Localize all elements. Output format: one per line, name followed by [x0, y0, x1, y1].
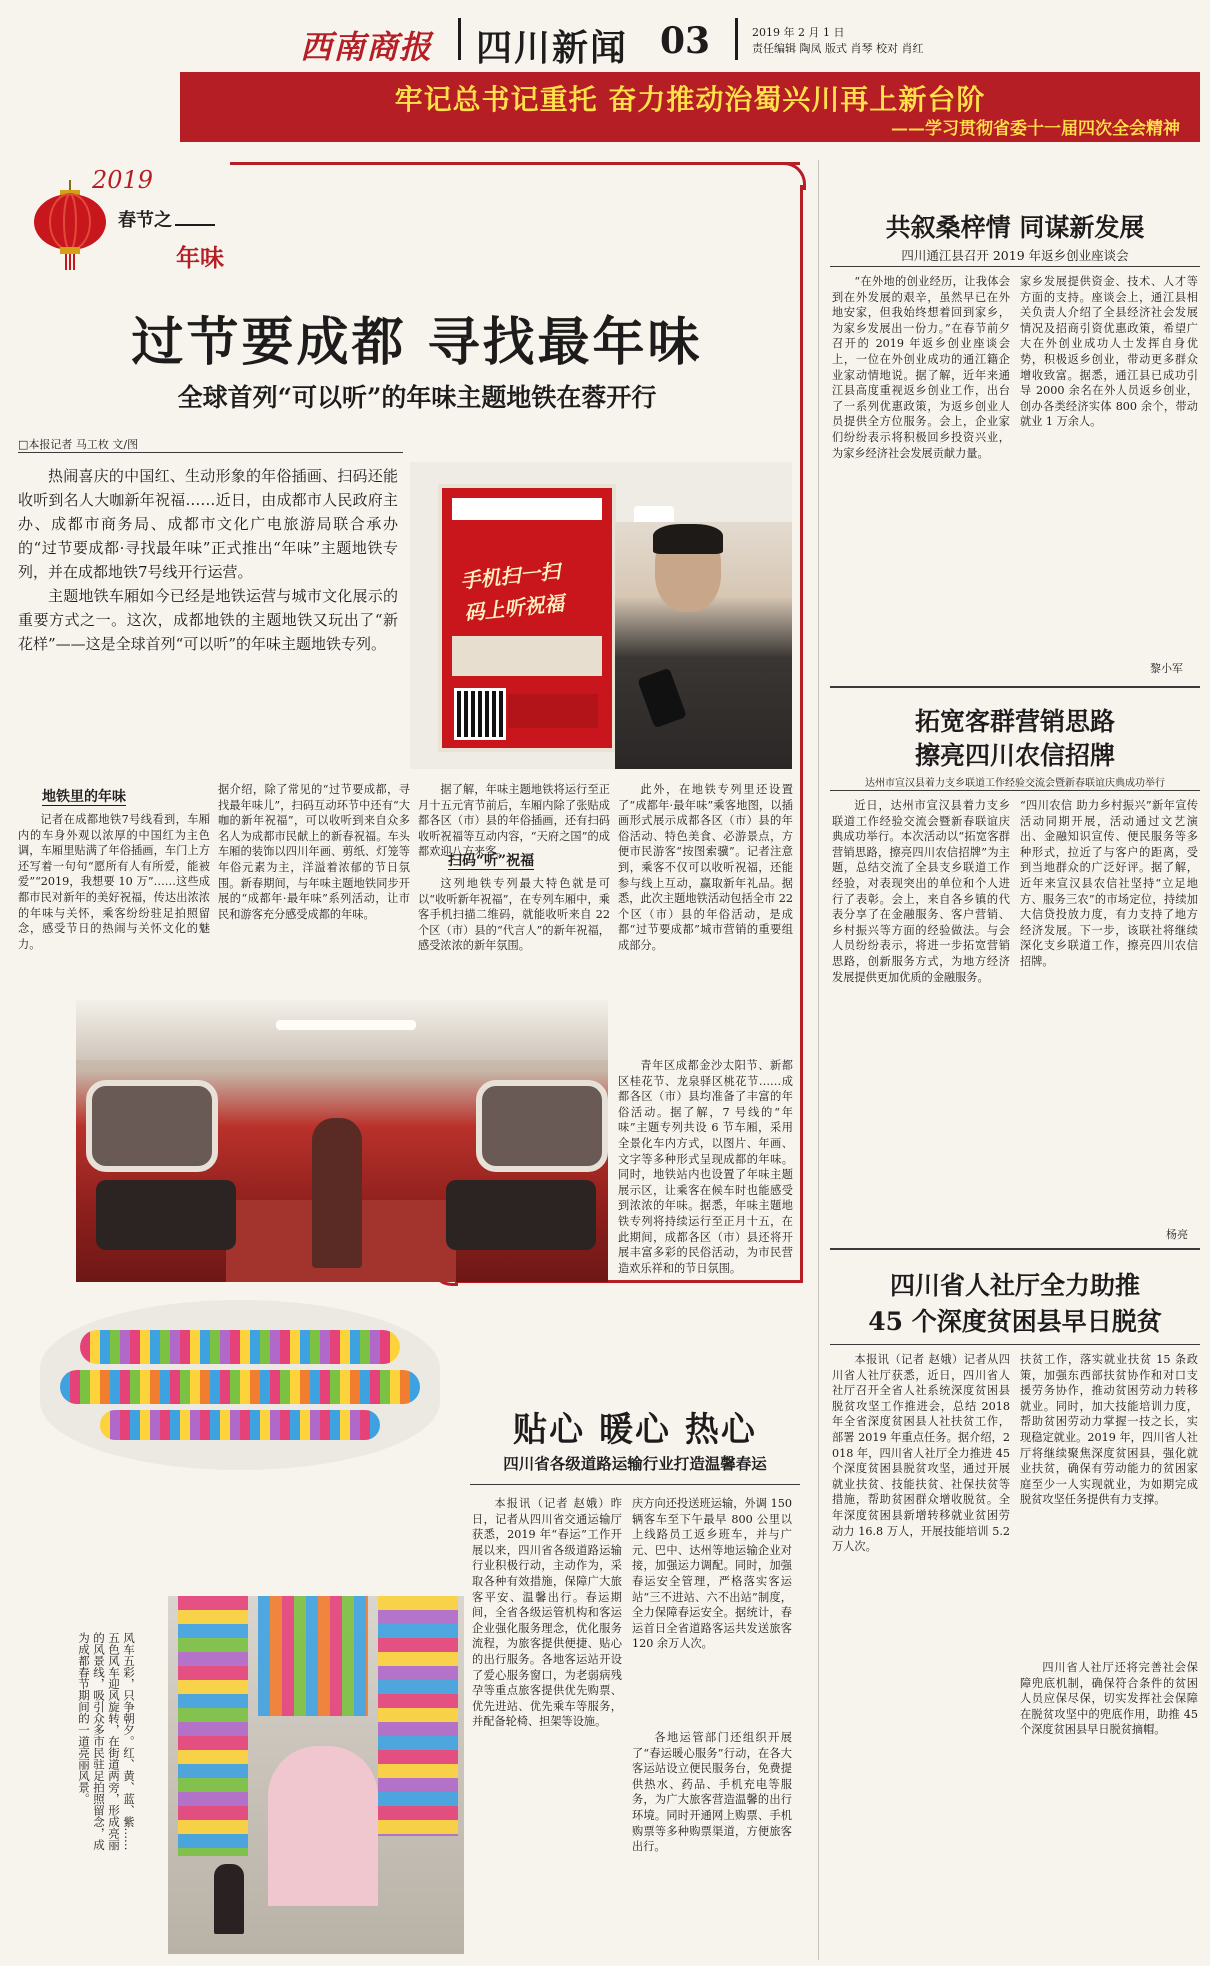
subhead-metro [18, 782, 138, 812]
lead-intro [18, 464, 398, 769]
poster-info-box [452, 636, 602, 676]
story2-col-2: 庆方向还投送班运输，外调 150 辆客车至下午最早 800 公里以上线路员工返乡班车，并与广元、巴中、达州等地运输企业对接，加强运力调配。同时，加强春运安全管理，严格落实客运站“三不进站、六不出站”制度，全力保障春运安全。据统计，春运首日全省道路客运共发送旅客 120 余万人次。 [632, 1497, 792, 1651]
page-number: 03 [660, 20, 711, 62]
pinwheel-curtain-mid [258, 1596, 368, 1716]
photo-pinwheels-arch [40, 1300, 440, 1470]
right2-rule [830, 790, 1200, 791]
pink-pavilion [268, 1746, 378, 1906]
pinwheel-band-3 [100, 1410, 380, 1440]
right3-rule [830, 1344, 1200, 1345]
right1-author: 黎小军 [1150, 662, 1183, 675]
story2-col-3: 各地运管部门还组织开展了“春运暖心服务”行动，在各大客运站设立便民服务台，免费提供热水、药品、手机充电等服务，为广大旅客营造温馨的出行环境。同时开通网上购票、手机购票等多种购票渠道，方便旅客出行。 [632, 1731, 792, 1854]
passengers-seated-right [446, 1180, 596, 1250]
subhead-metro-label: 地铁里的年味 [42, 789, 126, 805]
lead-col-4: 这列地铁专列最大特色就是可以“收听新年祝福”，在专列车厢中，乘客手机扫描二维码，就能收听来自 22 个区（市）县的“代言人”的新年祝福，感受浓浓的新年氛围。 [418, 877, 610, 953]
banner-subtitle: ——学习贯彻省委十一届四次全会精神 [891, 119, 1180, 139]
right1-rule [830, 266, 1200, 267]
column-topic: 年味 [176, 243, 224, 272]
banner-title: 牢记总书记重托 奋力推动治蜀兴川再上新台阶 [394, 83, 986, 116]
pinwheel-curtain-right [378, 1596, 458, 1836]
right2-subhead: 达州市宣汉县着力支乡联道工作经验交流会暨新春联谊庆典成功举行 [865, 778, 1165, 789]
person-hair [653, 524, 723, 554]
street-figure [214, 1864, 244, 1934]
right-column-divider [818, 160, 819, 1960]
lead-rule [18, 452, 403, 453]
phone-icon [637, 668, 687, 728]
poster-brand-icon [452, 498, 602, 520]
photo-subway-poster [410, 462, 792, 769]
qr-code-icon [454, 688, 506, 740]
editors-line: 责任编辑 陶凤 版式 肖琴 校对 肖红 [752, 42, 924, 55]
right3-headline-2: 45 个深度贫困县早日脱贫 [868, 1307, 1162, 1336]
story2-subhead: 四川省各级道路运输行业打造温馨春运 [503, 1454, 767, 1473]
column-year: 2019 [92, 166, 154, 194]
subway-ceiling-light [276, 1020, 416, 1030]
photo-caption-text: 风车五彩，只争朝夕。红、黄、蓝、紫……五色风车迎风旋转，在街道两旁，形成亮丽的风景线，吸引众多市民驻足拍照留念，成为成都春节期间的一道亮丽风景。 [77, 1632, 136, 1851]
masthead-divider [458, 18, 461, 60]
right2-headline-2: 擦亮四川农信招牌 [914, 741, 1115, 770]
right1-col-1: “在外地的创业经历，让我体会到在外发展的艰辛，虽然早已在外地安家，但我始终想着回到家乡，为家乡发展出一份力。”在春节前夕召开的 2019 年返乡创业座谈会上，一位在外创业成功的通江籍企业家动情地说。据了解，近年来通江县高度重视返乡创业工作，出台了一系列优惠政策，为返乡创业人员提供全方位服务。会上，企业家们纷纷表示将积极回乡投资兴业，为家乡经济社会发展贡献力量。 [832, 275, 1010, 460]
story2-rule [470, 1484, 800, 1485]
right1-col-2: 家乡发展提供资金、技术、人才等方面的支持。座谈会上，通江县相关负责人介绍了全县经济社会发展情况及招商引资优惠政策，希望广大在外创业成功人士发挥自身优势，积极返乡创业，带动更多群众增收致富。据悉，通江县已成功引导 2000 余名在外人员返乡创业，创办各类经济实体 800 余个，带动就业 1 万余人。 [1020, 275, 1198, 429]
right1-subhead: 四川通江县召开 2019 年返乡创业座谈会 [901, 248, 1129, 263]
lead-headline: 过节要成都 寻找最年味 [131, 312, 703, 373]
lead-col-2: 据介绍，除了常见的“过节要成都，寻找最年味儿”，扫码互动环节中还有“大咖的新年祝福”，可以收听到来自众多名人为成都市民献上的新春祝福。车头车厢的装饰以四川年画、剪纸、灯笼等年俗元素为主，洋溢着浓郁的节日氛围。新春期间，与年味主题地铁同步开展的“成都年·最年味”系列活动，让市民和游客充分感受成都的年味。 [218, 783, 410, 921]
passengers-seated-left [96, 1180, 236, 1250]
pinwheel-band-1 [80, 1330, 400, 1364]
issue-date: 2019 年 2 月 1 日 [752, 26, 845, 39]
intro-paragraph-1: 热闹喜庆的中国红、生动形象的年俗插画、扫码还能收听到名人大咖新年祝福……近日，由成都市人民政府主办、成都市商务局、成都市文化广电旅游局联合承办的“过节要成都·寻找最年味”正式推出“年味”主题地铁专列，并在成都地铁7号线开行运营。 [18, 467, 398, 581]
pinwheel-band-2 [60, 1370, 420, 1404]
poster-line-2: 码上听祝福 [463, 590, 566, 626]
right3-top-rule [830, 1248, 1200, 1250]
poster-footer [508, 694, 598, 728]
right3-col-1: 本报讯（记者 赵娥）记者从四川省人社厅获悉，近日，四川省人社厅召开全省人社系统深度贫困县脱贫攻坚工作推进会，总结 2018 年全省深度贫困县人社扶贫工作，部署 2019 年重点任务。据介绍，2018 年，四川省人社厅全力推进 45 个深度贫困县脱贫攻坚，通过开展就业扶贫、技能扶贫、社保扶贫等措施，帮助贫困群众增收脱贫。全年深度贫困县新增转移就业贫困劳动力 16.8 万人，开展技能培训 5.2 万人次。 [832, 1353, 1010, 1554]
right2-col-1: 近日，达州市宣汉县着力支乡联道工作经验交流会暨新春联谊庆典成功举行。本次活动以“拓宽客群营销思路，擦亮四川农信招牌”为主题，总结交流了全县支乡联道工作经验，对表现突出的单位和个人进行了表彰。会上，来自各乡镇的代表分享了在金融服务、客户营销、乡村振兴等方面的经验做法。与会人员纷纷表示，将进一步拓宽营销思路，创新服务方式，为地方经济发展提供更加优质的金融服务。 [832, 799, 1010, 984]
masthead [0, 0, 1210, 69]
right2-col-2: “四川农信 助力乡村振兴”新年宣传活动同期开展，活动通过文艺演出、金融知识宣传、便民服务等多种形式，拉近了与客户的距离，受到当地群众的广泛好评。据了解，近年来宣汉县农信社坚持“立足地方、服务三农”的市场定位，持续加大信贷投放力度，有力支持了地方经济发展。下一步，该联社将继续深化支乡联道工作，擦亮四川农信招牌。 [1020, 799, 1198, 968]
masthead-divider-2 [735, 18, 738, 60]
right2-author: 杨亮 [1166, 1228, 1188, 1241]
lead-col-6: 青年区成都金沙太阳节、新都区桂花节、龙泉驿区桃花节……成都各区（市）县均准备了丰富的年俗活动。据了解，7 号线的“年味”主题专列共设 6 节车厢，采用全景化车内方式，以图片、年画、文字等多种形式呈现成都的年味。同时，地铁站内也设置了年味主题展示区，让乘客在候车时也能感受到浓浓的年味。据悉，年味主题地铁专列将持续运行至正月十五，在此期间，成都各区（市）县还将开展丰富多彩的民俗活动，为市民营造欢乐祥和的节日氛围。 [618, 1059, 793, 1275]
newspaper-logo: 西南商报 [300, 28, 433, 66]
right3-col-3: 四川省人社厅还将完善社会保障兜底机制，确保符合条件的贫困人员应保尽保，切实发挥社会保障在脱贫攻坚中的兜底作用，助推 45 个深度贫困县早日脱贫摘帽。 [1020, 1661, 1198, 1737]
photo-pinwheels-street [168, 1596, 464, 1954]
right2-headline-1: 拓宽客群营销思路 [914, 707, 1115, 736]
lead-subhead: 全球首列“可以听”的年味主题地铁在蓉开行 [177, 383, 657, 412]
lead-frame-top [230, 162, 800, 165]
photo-person [615, 522, 792, 769]
right2-top-rule [830, 686, 1200, 688]
right3-col-2: 扶贫工作，落实就业扶贫 15 条政策，加强东西部扶贫协作和对口支援劳务协作，推动贫困劳动力转移就业。同时，加大技能培训力度，帮助贫困劳动力掌握一技之长，实现稳定就业。2019 年，四川省人社厅将继续聚焦深度贫困县，强化就业扶贫，确保有劳动能力的贫困家庭至少一人实现就业，为如期完成脱贫攻坚任务提供有力支撑。 [1020, 1353, 1198, 1507]
column-underline [175, 224, 215, 226]
lead-frame-right [800, 185, 803, 1280]
poster-panel [438, 484, 616, 752]
passenger-standing [312, 1118, 362, 1268]
top-banner [180, 72, 1200, 142]
right3-headline-1: 四川省人社厅全力助推 [889, 1271, 1140, 1300]
subway-ceiling [76, 1000, 608, 1060]
right1-headline: 共叙桑梓情 同谋新发展 [885, 213, 1145, 242]
subhead-scan: 扫码“听”祝福 [448, 853, 535, 869]
lead-col-3: 据了解，年味主题地铁将运行至正月十五元宵节前后，车厢内除了张贴成都各区（市）县的年俗插画，还有扫码收听祝福等互动内容，“天府之国”的成都欢迎八方来客。 [418, 783, 610, 859]
column-series: 春节之 [118, 210, 172, 231]
story2-col-1: 本报讯（记者 赵娥）昨日，记者从四川省交通运输厅获悉，2019 年“春运”工作开展以来，四川省各级道路运输行业积极行动，主动作为，采取各种有效措施，保障广大旅客平安、温馨出行。春运期间，全省各级运管机构和客运企业强化服务理念，优化服务流程，为旅客提供便捷、贴心的出行服务。各地客运站开设了爱心服务窗口，为老弱病残孕等重点旅客提供优先购票、优先进站、优先乘车等服务，并配备轮椅、担架等设施。 [472, 1497, 622, 1729]
lead-col-1: 记者在成都地铁7号线看到，车厢内的车身外观以浓厚的中国红为主色调，车厢里贴满了年俗插画，车门上方还写着一句句“愿所有人有所爱，能被爱”“2019，我想要 10 万”……这些成都市民对新年的美好祝福，传达出浓浓的年味与关怀，乘客纷纷驻足拍照留念，感受节日的热闹与关怀文化的魅力。 [18, 813, 210, 951]
intro-paragraph-2: 主题地铁车厢如今已经是地铁运营与城市文化展示的重要方式之一。这次，成都地铁的主题地铁又玩出了“新花样”——这是全球首列“可以听”的年味主题地铁专列。 [18, 587, 398, 653]
photo-caption [77, 1632, 136, 1852]
photo-subway-interior [76, 1000, 608, 1282]
pinwheel-curtain-left [178, 1596, 248, 1856]
story2-headline: 贴心 暖心 热心 [513, 1410, 757, 1450]
lead-col-5: 此外，在地铁专列里还设置了“成都年·最年味”乘客地图，以插画形式展示成都各区（市）县的年俗活动、特色美食、必游景点，方便市民游客“按图索骥”。记者注意到，乘客不仅可以收听祝福，还能参与线上互动，赢取新年礼品。据悉，此次主题地铁活动包括全市 22 个区（市）县的年俗活动，是成都“过节要成都”城市营销的重要组成部分。 [618, 783, 793, 952]
lead-byline: □本报记者 马工枚 文/图 [18, 438, 139, 451]
poster-line-1: 手机扫一扫 [459, 558, 562, 594]
subway-window-right [476, 1080, 608, 1172]
section-title: 四川新闻 [476, 27, 629, 69]
subway-window-left [86, 1080, 218, 1172]
